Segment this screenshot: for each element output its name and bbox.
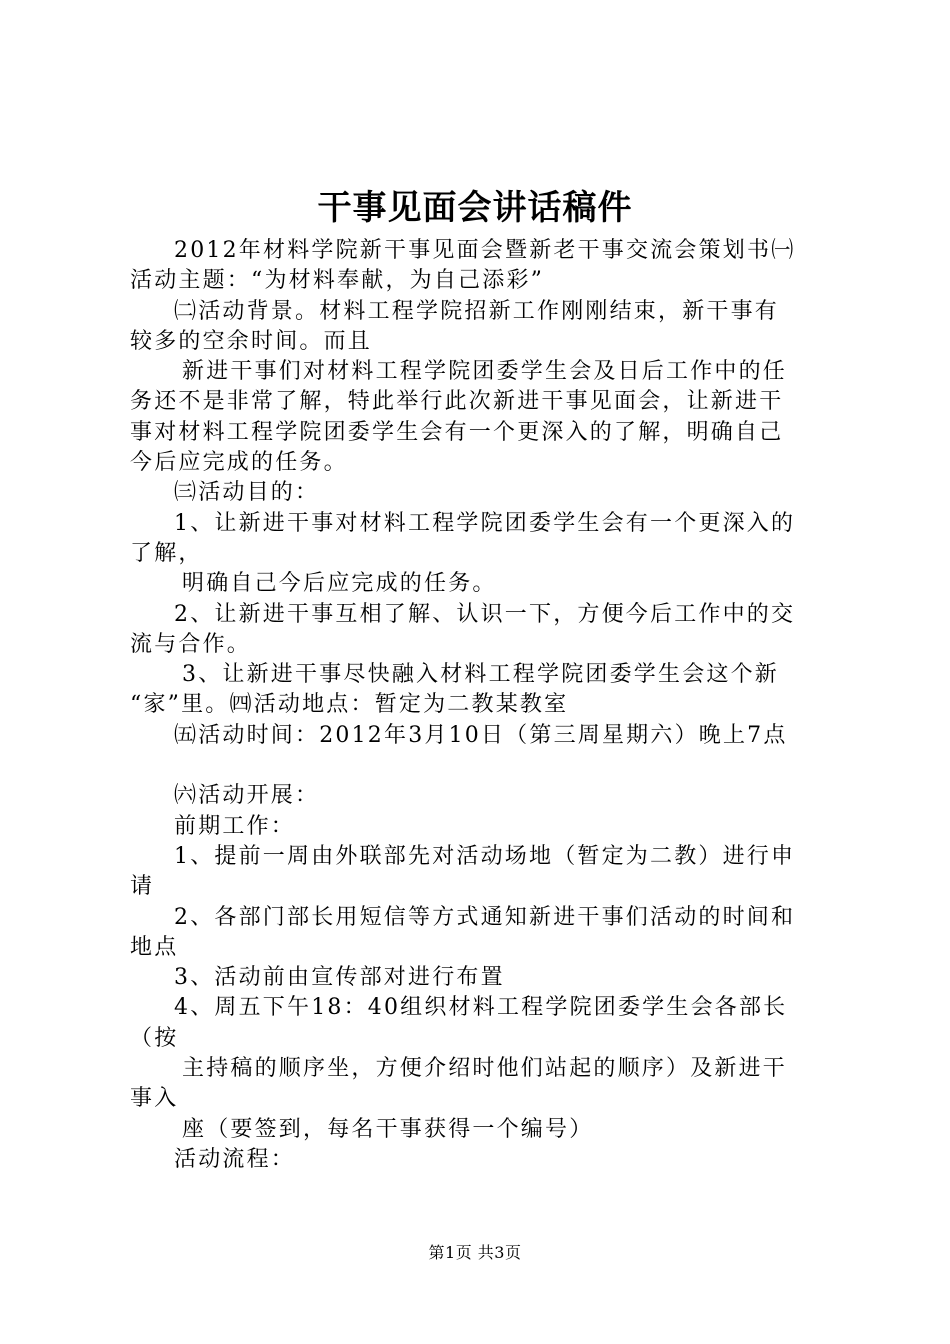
blank-line — [130, 751, 830, 781]
body-line: 明确自己今后应完成的任务。 — [182, 571, 497, 597]
body-line: 3、让新进干事尽快融入材料工程学院团委学生会这个新 — [182, 662, 779, 688]
body-line: 新进干事们对材料工程学院团委学生会及日后工作中的任 — [182, 359, 788, 385]
body-line: 今后应完成的任务。 — [130, 450, 348, 476]
document-title: 干事见面会讲话稿件 — [317, 188, 633, 228]
body-line: 2、让新进干事互相了解、认识一下，方便今后工作中的交 — [174, 601, 796, 627]
body-line: 活动流程： — [174, 1146, 296, 1172]
body-line: 地点 — [130, 934, 179, 960]
body-line: 前期工作： — [174, 813, 296, 839]
body-line: ㈤活动时间：2012年3月10日（第三周星期六）晚上7点 — [174, 722, 788, 748]
body-line: 2012年材料学院新干事见面会暨新老干事交流会策划书㈠ — [174, 238, 796, 263]
body-line: 了解， — [130, 540, 203, 566]
body-line: “家”里。㈣活动地点：暂定为二教某教室 — [130, 692, 569, 718]
page-footer: 第1页 共3页 — [428, 1243, 522, 1262]
body-line: 主持稿的顺序坐，方便介绍时他们站起的顺序）及新进干 — [182, 1056, 788, 1082]
body-line: 座（要签到，每名干事获得一个编号） — [182, 1116, 594, 1142]
body-line: 活动主题：“为材料奉献，为自己添彩” — [130, 268, 545, 294]
body-line: 4、周五下午18：40组织材料工程学院团委学生会各部长 — [174, 995, 788, 1021]
body-line: ㈡活动背景。材料工程学院招新工作刚刚结束，新干事有 — [174, 298, 780, 324]
body-line: 2、各部门部长用短信等方式通知新进干事们活动的时间和 — [174, 904, 796, 930]
body-line: 事对材料工程学院团委学生会有一个更深入的了解，明确自己 — [130, 419, 784, 445]
body-line: 请 — [130, 874, 155, 900]
body-line: ㈥活动开展： — [174, 783, 320, 809]
document-body — [130, 236, 830, 1175]
body-line: 事入 — [130, 1086, 179, 1112]
body-line: ㈢活动目的： — [174, 480, 320, 506]
body-line: （按 — [130, 1025, 179, 1051]
body-line: 3、活动前由宣传部对进行布置 — [174, 965, 505, 991]
body-line: 1、让新进干事对材料工程学院团委学生会有一个更深入的 — [174, 510, 796, 536]
body-line: 务还不是非常了解，特此举行此次新进干事见面会，让新进干 — [130, 389, 784, 415]
body-line: 较多的空余时间。而且 — [130, 328, 373, 354]
body-line: 1、提前一周由外联部先对活动场地（暂定为二教）进行申 — [174, 843, 796, 869]
body-line: 流与合作。 — [130, 631, 252, 657]
